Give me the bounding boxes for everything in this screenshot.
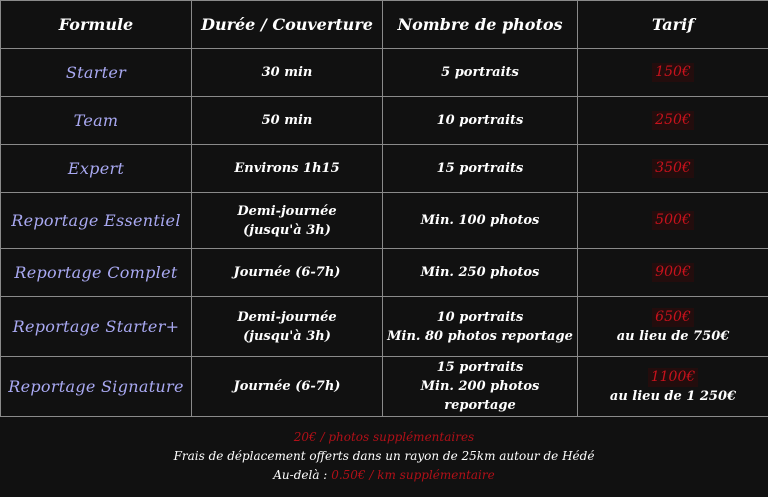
photos-cell [383,357,578,417]
formule-name: Starter [1,49,192,97]
table-row [1,49,768,97]
beyond-note [0,466,768,485]
duree-cell [192,193,383,249]
tarif-cell [578,49,768,97]
photos-detail: Min. 200 photos reportage [420,379,540,413]
table-row [1,193,768,249]
photos-text: 10 portraits [436,113,524,128]
tarif-cell [578,297,768,357]
travel-note: Frais de déplacement offerts dans un rayon de 25km autour de Hédé [173,449,595,463]
duree-cell [192,145,383,193]
duree-text: Journée (6-7h) [233,265,341,280]
table-row [1,357,768,417]
header-photos: Nombre de photos [383,1,578,49]
formule-name: Reportage Signature [1,357,192,417]
duree-cell [192,297,383,357]
photos-text: Min. 100 photos [420,213,540,228]
header-row [1,1,768,49]
photos-cell [383,49,578,97]
tarif-cell [578,193,768,249]
duree-text: Environs 1h15 [234,161,340,176]
photos-text: Min. 250 photos [420,265,540,280]
beyond-price: 0.50€ / km supplémentaire [331,468,495,482]
photos-text: 10 portraits [436,309,524,325]
photos-cell [383,249,578,297]
duree-cell [192,249,383,297]
formule-name: Reportage Essentiel [1,193,192,249]
tarif-cell [578,357,768,417]
price: 150€ [652,63,694,82]
tarif-cell [578,145,768,193]
formule-name: Reportage Complet [1,249,192,297]
duree-detail: (jusqu'à 3h) [243,222,331,238]
price: 650€ [652,308,694,327]
footer-notes [0,420,768,497]
duree-text: 30 min [261,65,313,80]
extra-photos-note [0,428,768,447]
photos-text: 15 portraits [436,360,524,375]
duree-text: Demi-journée [237,203,337,219]
price: 500€ [652,211,694,230]
formule-name: Team [1,97,192,145]
duree-cell [192,97,383,145]
duree-text: Journée (6-7h) [233,379,341,394]
photos-cell [383,193,578,249]
tarif-cell [578,97,768,145]
duree-text: 50 min [261,113,313,128]
beyond-label: Au-delà : [273,468,328,482]
table-row [1,297,768,357]
photos-text: 5 portraits [441,65,519,80]
formule-name: Reportage Starter+ [1,297,192,357]
header-duree: Durée / Couverture [192,1,383,49]
price: 1100€ [648,368,699,387]
photos-cell [383,297,578,357]
duree-cell [192,357,383,417]
duree-cell [192,49,383,97]
table-row [1,249,768,297]
photos-text: 15 portraits [436,161,524,176]
extra-photos-price: 20€ / photos supplémentaires [293,430,475,444]
photos-cell [383,145,578,193]
duree-text: Demi-journée [237,309,337,325]
price: 350€ [652,159,694,178]
table-row [1,145,768,193]
header-formule: Formule [1,1,192,49]
header-tarif: Tarif [578,1,768,49]
old-price: au lieu de 1 250€ [609,388,737,404]
duree-detail: (jusqu'à 3h) [243,328,331,344]
table-row [1,97,768,145]
old-price: au lieu de 750€ [616,328,730,344]
price: 250€ [652,111,694,130]
photos-detail: Min. 80 photos reportage [387,328,573,344]
price: 900€ [652,263,694,282]
formule-name: Expert [1,145,192,193]
tarif-cell [578,249,768,297]
photos-cell [383,97,578,145]
